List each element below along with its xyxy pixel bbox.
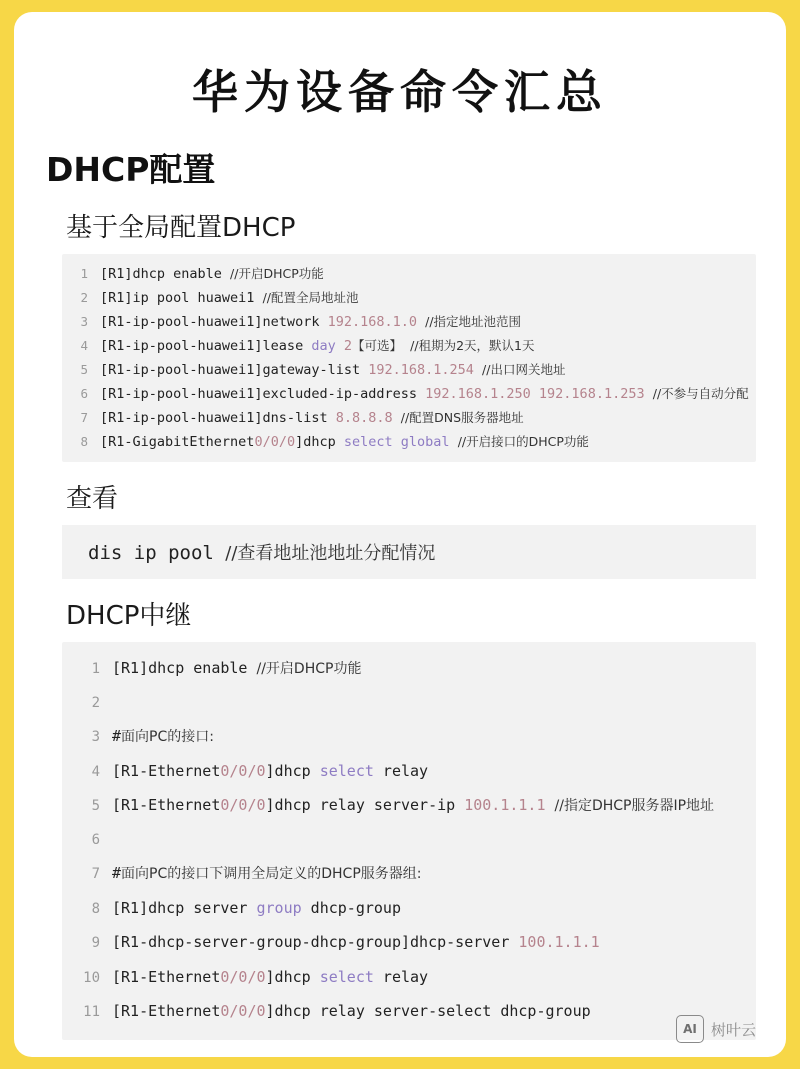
line-number: 8 xyxy=(80,434,88,449)
code-line xyxy=(62,720,756,755)
code-text: [R1-Ethernet0/0/0]dhcp relay server-select dhcp-group xyxy=(112,1002,591,1020)
line-number: 3 xyxy=(91,729,100,745)
line-number: 1 xyxy=(91,661,100,677)
code-line xyxy=(62,406,756,430)
line-number: 2 xyxy=(80,290,88,305)
line-number: 11 xyxy=(83,1004,100,1020)
line-number: 6 xyxy=(91,831,100,848)
code-text: [R1]dhcp enable //开启DHCP功能 xyxy=(100,266,324,282)
code-line xyxy=(62,824,756,858)
command-token: dis ip pool xyxy=(88,542,226,564)
code-text: [R1-Ethernet0/0/0]dhcp relay server-ip 100.1.1.1 //指定DHCP服务器IP地址 xyxy=(112,796,715,814)
ai-badge-icon: AI xyxy=(676,1015,704,1043)
code-block-view xyxy=(62,525,756,579)
code-text: [R1-dhcp-server-group-dhcp-group]dhcp-server 100.1.1.1 xyxy=(112,933,600,951)
code-line xyxy=(62,892,756,927)
line-number: 6 xyxy=(80,386,88,401)
sub-heading-relay: DHCP中继 xyxy=(66,601,192,631)
code-text: [R1-Ethernet0/0/0]dhcp select relay xyxy=(112,761,429,780)
section-heading-dhcp: DHCP配置 xyxy=(46,150,216,189)
code-text: [R1-ip-pool-huawei1]dns-list 8.8.8.8 //配置DNS服务器地址 xyxy=(100,410,524,426)
code-text: #面向PC的接口下调用全局定义的DHCP服务器组: xyxy=(112,864,422,882)
code-text: [R1]dhcp enable //开启DHCP功能 xyxy=(112,659,362,677)
code-text: [R1-Ethernet0/0/0]dhcp select relay xyxy=(112,967,429,986)
code-line xyxy=(62,687,756,721)
code-text: [R1]dhcp server group dhcp-group xyxy=(112,898,401,917)
watermark-label: 树叶云 xyxy=(710,1020,756,1039)
code-text: [R1-ip-pool-huawei1]gateway-list 192.168.1.254 //出口网关地址 xyxy=(100,362,566,378)
code-text: #面向PC的接口: xyxy=(112,727,214,745)
sub-heading-view: 查看 xyxy=(66,484,119,514)
watermark xyxy=(676,1015,756,1043)
code-text: [R1-ip-pool-huawei1]excluded-ip-address 192.168.1.250 192.168.1.253 //不参与自动分配 xyxy=(100,386,749,402)
code-text: [R1-GigabitEthernet0/0/0]dhcp select global //开启接口的DHCP功能 xyxy=(100,434,589,450)
code-line xyxy=(62,995,756,1030)
line-number: 3 xyxy=(80,314,88,329)
line-number: 4 xyxy=(91,763,100,780)
line-number: 1 xyxy=(80,266,88,281)
page-title: 华为设备命令汇总 xyxy=(192,65,608,119)
code-line xyxy=(62,430,756,454)
code-block-global-dhcp xyxy=(62,254,756,462)
code-line xyxy=(62,310,756,334)
line-number: 5 xyxy=(91,798,100,814)
code-line xyxy=(62,262,756,286)
code-line xyxy=(62,926,756,961)
line-number: 7 xyxy=(91,866,100,882)
code-line xyxy=(62,857,756,892)
line-number: 5 xyxy=(80,362,88,377)
code-line xyxy=(62,358,756,382)
line-number: 4 xyxy=(80,338,88,353)
code-line xyxy=(62,961,756,996)
code-line xyxy=(62,286,756,310)
line-number: 10 xyxy=(83,969,100,986)
code-text: [R1-ip-pool-huawei1]lease day 2【可选】 //租期为2天，默认1天 xyxy=(100,338,535,354)
code-line xyxy=(62,382,756,406)
command-token: //查看地址池地址分配情况 xyxy=(225,543,436,564)
line-number: 8 xyxy=(91,900,100,917)
line-number: 2 xyxy=(91,694,100,711)
line-number: 7 xyxy=(80,410,88,425)
code-block-relay xyxy=(62,642,756,1040)
code-line xyxy=(62,789,756,824)
code-text: [R1-ip-pool-huawei1]network 192.168.1.0 //指定地址池范围 xyxy=(100,314,522,330)
code-line xyxy=(62,652,756,687)
code-text: [R1]ip pool huawei1 //配置全局地址池 xyxy=(100,290,359,306)
code-line xyxy=(62,334,756,358)
sub-heading-global-dhcp: 基于全局配置DHCP xyxy=(66,213,296,243)
line-number: 9 xyxy=(91,935,100,951)
code-line xyxy=(62,755,756,790)
content-card xyxy=(14,12,786,1057)
